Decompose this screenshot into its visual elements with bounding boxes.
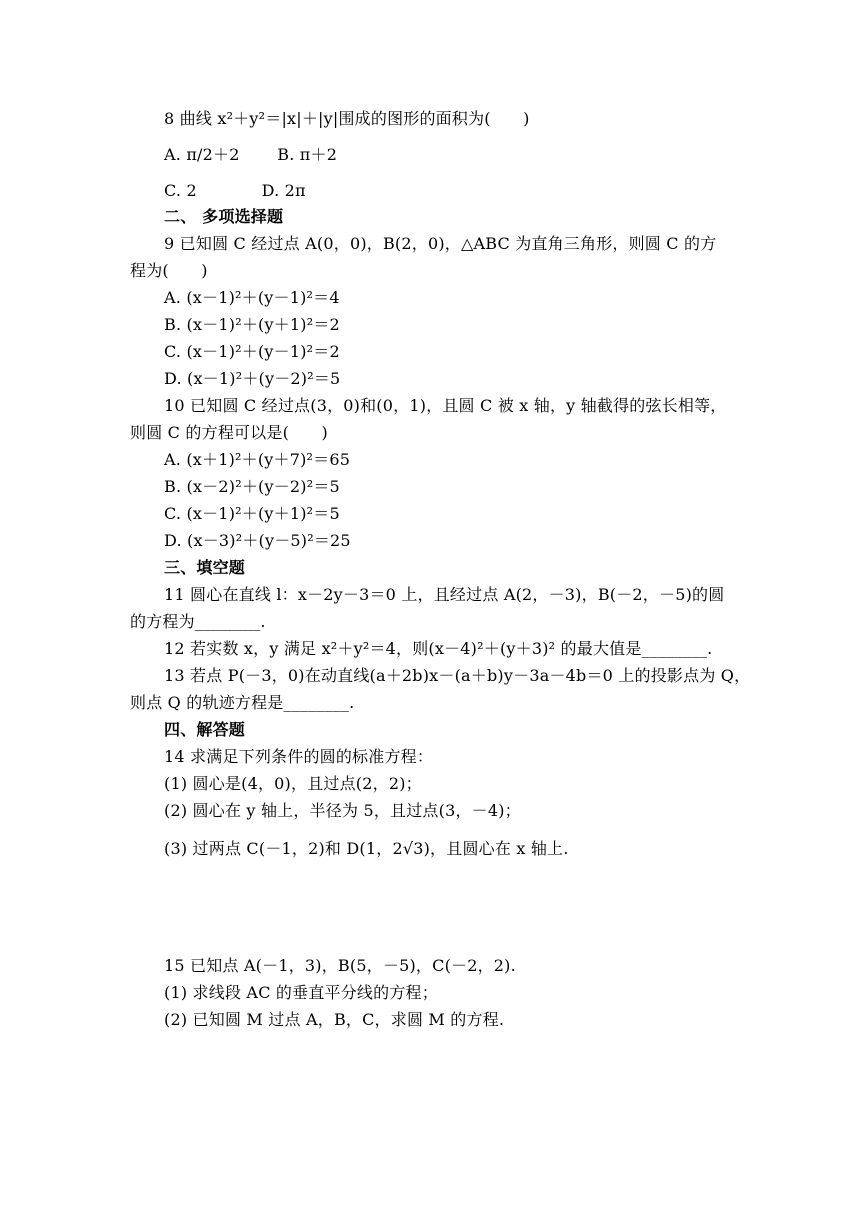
question-9-stem-line2: 程为( ) xyxy=(130,261,208,280)
question-15-part-1: (1) 求线段 AC 的垂直平分线的方程； xyxy=(164,983,438,1002)
question-8-options-cd: C. 2 D. 2π xyxy=(164,181,306,200)
question-11-stem-line2: 的方程为________. xyxy=(130,612,266,631)
question-9-option-d: D. (x－1)²＋(y－2)²＝5 xyxy=(164,369,341,388)
section-heading-solutions: 四、解答题 xyxy=(164,720,246,739)
section-heading-multiple-choice: 二、 多项选择题 xyxy=(164,207,284,226)
question-14-part-2: (2) 圆心在 y 轴上，半径为 5，且过点(3，－4)； xyxy=(164,801,521,820)
section-heading-fill-in: 三、填空题 xyxy=(164,558,246,577)
question-9-option-a: A. (x－1)²＋(y－1)²＝4 xyxy=(164,288,340,307)
question-10-option-a: A. (x＋1)²＋(y＋7)²＝65 xyxy=(164,450,351,469)
question-14-part-3: (3) 过两点 C(－1，2)和 D(1，2√3)，且圆心在 x 轴上. xyxy=(164,839,569,858)
question-15-stem: 15 已知点 A(－1，3)，B(5，－5)，C(－2，2). xyxy=(164,956,516,975)
question-14-part-1: (1) 圆心是(4，0)，且过点(2，2)； xyxy=(164,774,422,793)
question-10-option-d: D. (x－3)²＋(y－5)²＝25 xyxy=(164,531,351,550)
question-10-option-b: B. (x－2)²＋(y－2)²＝5 xyxy=(164,477,340,496)
question-10-stem-line2: 则圆 C 的方程可以是( ) xyxy=(130,423,328,442)
question-13-stem-line2: 则点 Q 的轨迹方程是________. xyxy=(130,693,355,712)
question-13-stem-line1: 13 若点 P(－3，0)在动直线(a＋2b)x－(a＋b)y－3a－4b＝0 上的投影点为 Q， xyxy=(164,666,751,685)
question-9-stem-line1: 9 已知圆 C 经过点 A(0，0)，B(2，0)，△ABC 为直角三角形，则圆 C 的方 xyxy=(164,234,717,253)
question-10-stem-line1: 10 已知圆 C 经过点(3，0)和(0，1)，且圆 C 被 x 轴，y 轴截得的弦长相等， xyxy=(164,396,727,415)
question-11-stem-line1: 11 圆心在直线 l：x－2y－3＝0 上，且经过点 A(2，－3)，B(－2，－5)的圆 xyxy=(164,585,725,604)
question-8-stem: 8 曲线 x²＋y²＝|x|＋|y|围成的图形的面积为( ) xyxy=(164,109,530,128)
question-9-option-c: C. (x－1)²＋(y－1)²＝2 xyxy=(164,342,340,361)
question-10-option-c: C. (x－1)²＋(y＋1)²＝5 xyxy=(164,504,340,523)
question-9-option-b: B. (x－1)²＋(y＋1)²＝2 xyxy=(164,315,340,334)
question-12-stem: 12 若实数 x，y 满足 x²＋y²＝4，则(x－4)²＋(y＋3)² 的最大值是________. xyxy=(164,639,713,658)
question-8-options-ab: A. π/2＋2 B. π＋2 xyxy=(164,145,338,164)
question-15-part-2: (2) 已知圆 M 过点 A，B，C，求圆 M 的方程. xyxy=(164,1010,505,1029)
question-14-stem: 14 求满足下列条件的圆的标准方程： xyxy=(164,747,434,766)
